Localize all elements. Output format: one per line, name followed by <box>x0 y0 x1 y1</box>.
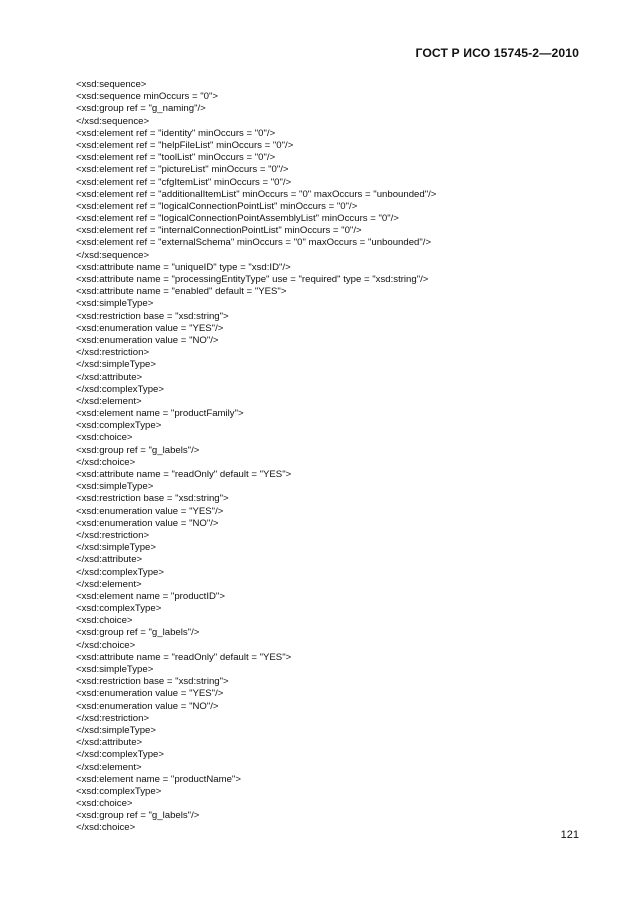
code-line: </xsd:complexType> <box>76 566 164 578</box>
code-line: </xsd:restriction> <box>76 347 150 359</box>
code-line: <xsd:attribute name = "uniqueID" type = "xsd:ID"/> <box>76 261 291 273</box>
code-line: <xsd:group ref = "g_naming"/> <box>76 103 206 115</box>
code-line: <xsd:group ref = "g_labels"/> <box>76 810 200 822</box>
code-line: <xsd:restriction base = "xsd:string"> <box>76 676 229 688</box>
code-line: </xsd:sequence> <box>76 115 150 127</box>
code-line: <xsd:complexType> <box>76 785 162 797</box>
code-line: <xsd:attribute name = "readOnly" default = "YES"> <box>76 651 292 663</box>
page-number: 121 <box>560 829 579 841</box>
code-line: <xsd:enumeration value = "YES"/> <box>76 505 224 517</box>
code-line: </xsd:choice> <box>76 639 136 651</box>
code-line: </xsd:attribute> <box>76 737 143 749</box>
code-line: <xsd:element ref = "logicalConnectionPointAssemblyList" minOccurs = "0"/> <box>76 213 399 225</box>
code-line: </xsd:element> <box>76 578 142 590</box>
code-line: <xsd:element ref = "cfgItemList" minOccurs = "0"/> <box>76 176 292 188</box>
code-line: <xsd:element ref = "helpFileList" minOccurs = "0"/> <box>76 139 294 151</box>
code-line: <xsd:choice> <box>76 432 133 444</box>
code-line: <xsd:enumeration value = "YES"/> <box>76 322 224 334</box>
code-line: <xsd:choice> <box>76 798 133 810</box>
code-line: <xsd:attribute name = "enabled" default = "YES"> <box>76 286 287 298</box>
page-header-standard: ГОСТ Р ИСО 15745-2—2010 <box>415 46 579 60</box>
code-line: <xsd:simpleType> <box>76 664 154 675</box>
code-line: <xsd:element ref = "pictureList" minOccurs = "0"/> <box>76 164 289 176</box>
code-line: <xsd:element ref = "identity" minOccurs = "0"/> <box>76 127 276 139</box>
code-line: <xsd:element ref = "externalSchema" minOccurs = "0" maxOccurs = "unbounded"/> <box>76 237 432 249</box>
code-line: <xsd:element ref = "internalConnectionPointList" minOccurs = "0"/> <box>76 225 362 237</box>
code-line: </xsd:choice> <box>76 456 136 468</box>
code-line: <xsd:enumeration value = "NO"/> <box>76 700 219 712</box>
code-line: <xsd:element name = "productName"> <box>76 773 241 785</box>
code-line: </xsd:complexType> <box>76 383 164 395</box>
code-line: </xsd:simpleType> <box>76 359 156 371</box>
code-line: <xsd:element name = "productID"> <box>76 590 225 602</box>
code-line: <xsd:choice> <box>76 615 133 627</box>
code-line: <xsd:enumeration value = "NO"/> <box>76 517 219 529</box>
xsd-code-listing <box>76 79 600 835</box>
code-line: </xsd:simpleType> <box>76 724 156 736</box>
code-line: </xsd:restriction> <box>76 712 150 724</box>
code-line: <xsd:attribute name = "readOnly" default = "YES"> <box>76 469 292 480</box>
code-line: </xsd:restriction> <box>76 529 150 541</box>
code-line: </xsd:element> <box>76 761 142 773</box>
code-line: <xsd:enumeration value = "NO"/> <box>76 334 219 346</box>
code-line: <xsd:element ref = "logicalConnectionPointList" minOccurs = "0"/> <box>76 200 358 212</box>
code-line: </xsd:choice> <box>76 822 136 834</box>
code-line: <xsd:restriction base = "xsd:string"> <box>76 310 229 322</box>
code-line: <xsd:sequence minOccurs = "0"> <box>76 91 218 103</box>
code-line: </xsd:sequence> <box>76 249 150 261</box>
code-line: </xsd:attribute> <box>76 371 143 383</box>
code-line: <xsd:complexType> <box>76 603 162 615</box>
code-line: <xsd:complexType> <box>76 420 162 432</box>
code-line: </xsd:complexType> <box>76 749 164 761</box>
code-line: <xsd:restriction base = "xsd:string"> <box>76 493 229 505</box>
code-line: <xsd:enumeration value = "YES"/> <box>76 688 224 700</box>
code-line: <xsd:simpleType> <box>76 298 154 310</box>
code-line: <xsd:element name = "productFamily"> <box>76 408 244 420</box>
code-line: </xsd:simpleType> <box>76 542 156 554</box>
code-line: <xsd:attribute name = "processingEntityType" use = "required" type = "xsd:string"/> <box>76 274 429 285</box>
code-line: </xsd:element> <box>76 395 142 407</box>
code-line: <xsd:sequence> <box>76 79 147 90</box>
code-line: <xsd:group ref = "g_labels"/> <box>76 627 200 639</box>
code-line: <xsd:group ref = "g_labels"/> <box>76 444 200 456</box>
code-line: <xsd:element ref = "additionalItemList" minOccurs = "0" maxOccurs = "unbounded"/> <box>76 188 437 200</box>
code-line: <xsd:element ref = "toolList" minOccurs = "0"/> <box>76 152 276 164</box>
code-line: <xsd:simpleType> <box>76 481 154 493</box>
code-line: </xsd:attribute> <box>76 554 143 566</box>
